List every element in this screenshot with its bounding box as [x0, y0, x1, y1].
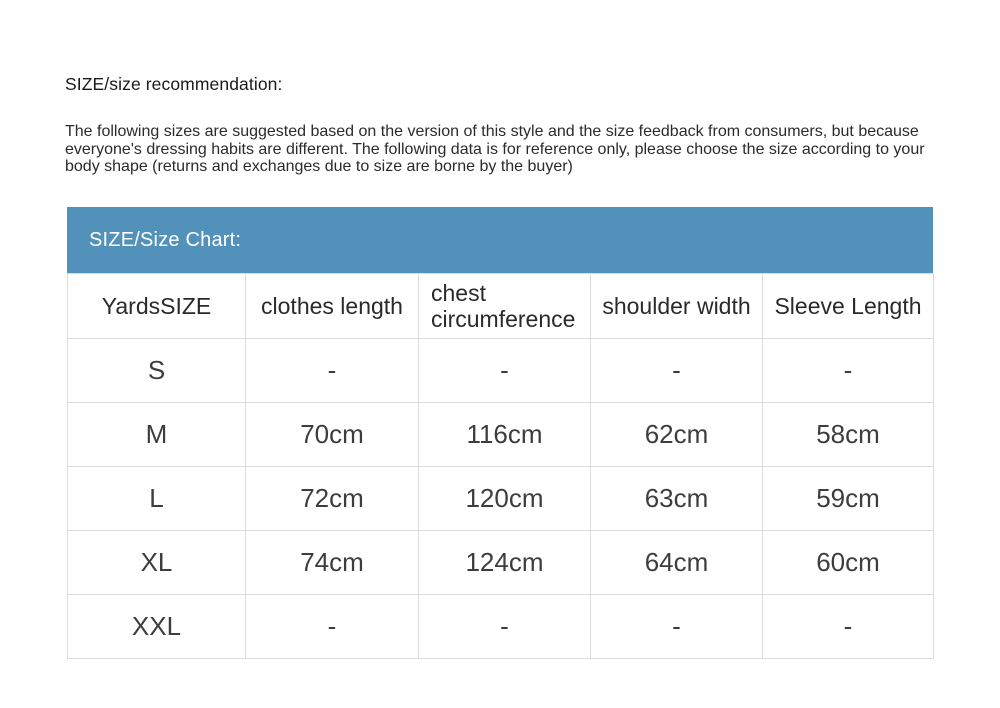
size-chart-title-bar [67, 207, 933, 273]
measurement-cell: 63cm [591, 467, 763, 531]
size-table-body [68, 339, 934, 659]
measurement-cell: 72cm [246, 467, 419, 531]
measurement-cell: - [419, 339, 591, 403]
size-label-cell: S [68, 339, 246, 403]
size-recommendation-description: The following sizes are suggested based on the version of this style and the size feedback from consumers, but because everyone's dressing habits are different. The following data is for reference only, please choose the size according to your body shape (returns and exchanges due to size are borne by the buyer) [65, 123, 925, 175]
column-header-clothes-length: clothes length [246, 274, 419, 339]
measurement-cell: 116cm [419, 403, 591, 467]
column-header-yardssize: YardsSIZE [68, 274, 246, 339]
column-header-chest-circumference: chest circumference [419, 274, 591, 339]
measurement-cell: - [246, 595, 419, 659]
measurement-cell: - [419, 595, 591, 659]
measurement-cell: - [591, 339, 763, 403]
table-row-size-xxl [68, 595, 934, 659]
measurement-cell: - [591, 595, 763, 659]
column-header-shoulder-width: shoulder width [591, 274, 763, 339]
size-label-cell: M [68, 403, 246, 467]
measurement-cell: 64cm [591, 531, 763, 595]
measurement-cell: - [763, 595, 934, 659]
size-recommendation-heading: SIZE/size recommendation: [65, 74, 283, 94]
size-label-cell: XXL [68, 595, 246, 659]
size-chart-table [67, 273, 934, 659]
size-label-cell: L [68, 467, 246, 531]
measurement-cell: 62cm [591, 403, 763, 467]
table-row-size-s [68, 339, 934, 403]
measurement-cell: 59cm [763, 467, 934, 531]
table-row-size-xl [68, 531, 934, 595]
size-table-header-row [68, 274, 934, 339]
size-label-cell: XL [68, 531, 246, 595]
measurement-cell: 60cm [763, 531, 934, 595]
measurement-cell: 120cm [419, 467, 591, 531]
column-header-sleeve-length: Sleeve Length [763, 274, 934, 339]
measurement-cell: 74cm [246, 531, 419, 595]
size-chart-title: SIZE/Size Chart: [89, 228, 242, 251]
measurement-cell: 124cm [419, 531, 591, 595]
measurement-cell: 58cm [763, 403, 934, 467]
measurement-cell: - [763, 339, 934, 403]
measurement-cell: - [246, 339, 419, 403]
table-row-size-m [68, 403, 934, 467]
measurement-cell: 70cm [246, 403, 419, 467]
table-row-size-l [68, 467, 934, 531]
